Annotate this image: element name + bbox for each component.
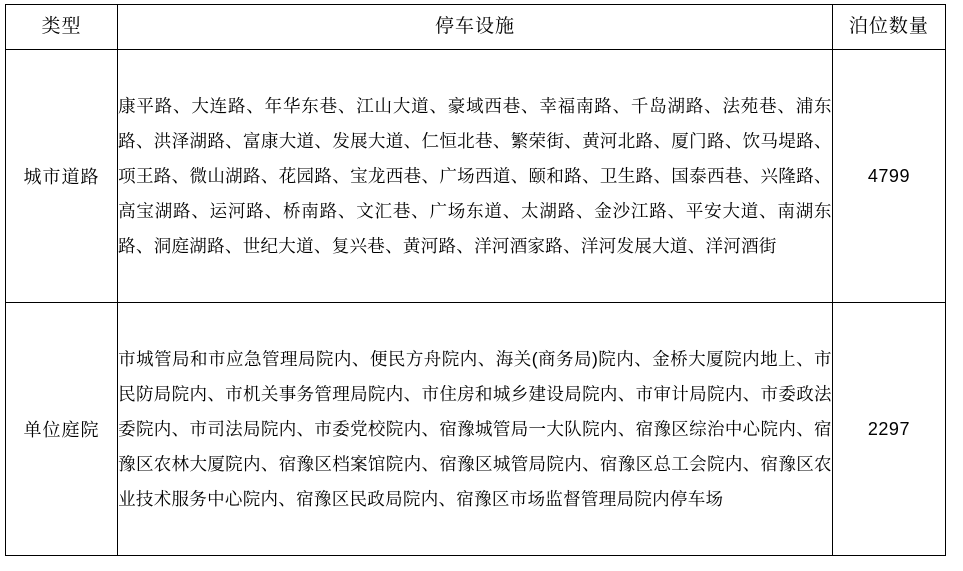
row-type-city-roads: 城市道路 [6,50,118,303]
header-cell-type [6,5,118,50]
row-count-work-unit-yards: 2297 [832,303,945,556]
header-label-facility: 停车设施 [434,16,515,37]
table-row [6,303,946,556]
header-cell-count [832,5,945,50]
header-label-type: 类型 [41,16,82,37]
row-count-city-roads: 4799 [832,50,945,303]
header-cell-facility [118,5,833,50]
table-row [6,50,946,303]
header-label-count: 泊位数量 [848,16,929,37]
parking-facilities-table [5,4,946,556]
document-page [0,4,963,571]
row-type-work-unit-yards: 单位庭院 [6,303,118,556]
row-facility-city-roads: 康平路、大连路、年华东巷、江山大道、豪域西巷、幸福南路、千岛湖路、法苑巷、浦东路、洪泽湖路、富康大道、发展大道、仁恒北巷、繁荣街、黄河北路、厦门路、饮马堤路、项王路、微山湖路、花园路、宝龙西巷、广场西道、颐和路、卫生路、国泰西巷、兴隆路、高宝湖路、运河路、桥南路、文汇巷、广场东道、太湖路、金沙江路、平安大道、南湖东路、洞庭湖路、世纪大道、复兴巷、黄河路、洋河酒家路、洋河发展大道、洋河酒街 [118,50,833,303]
table-header-row [6,5,946,50]
row-facility-work-unit-yards: 市城管局和市应急管理局院内、便民方舟院内、海关(商务局)院内、金桥大厦院内地上、市民防局院内、市机关事务管理局院内、市住房和城乡建设局院内、市审计局院内、市委政法委院内、市司法局院内、市委党校院内、宿豫城管局一大队院内、宿豫区综治中心院内、宿豫区农林大厦院内、宿豫区档案馆院内、宿豫区城管局院内、宿豫区总工会院内、宿豫区农业技术服务中心院内、宿豫区民政局院内、宿豫区市场监督管理局院内停车场 [118,303,833,556]
